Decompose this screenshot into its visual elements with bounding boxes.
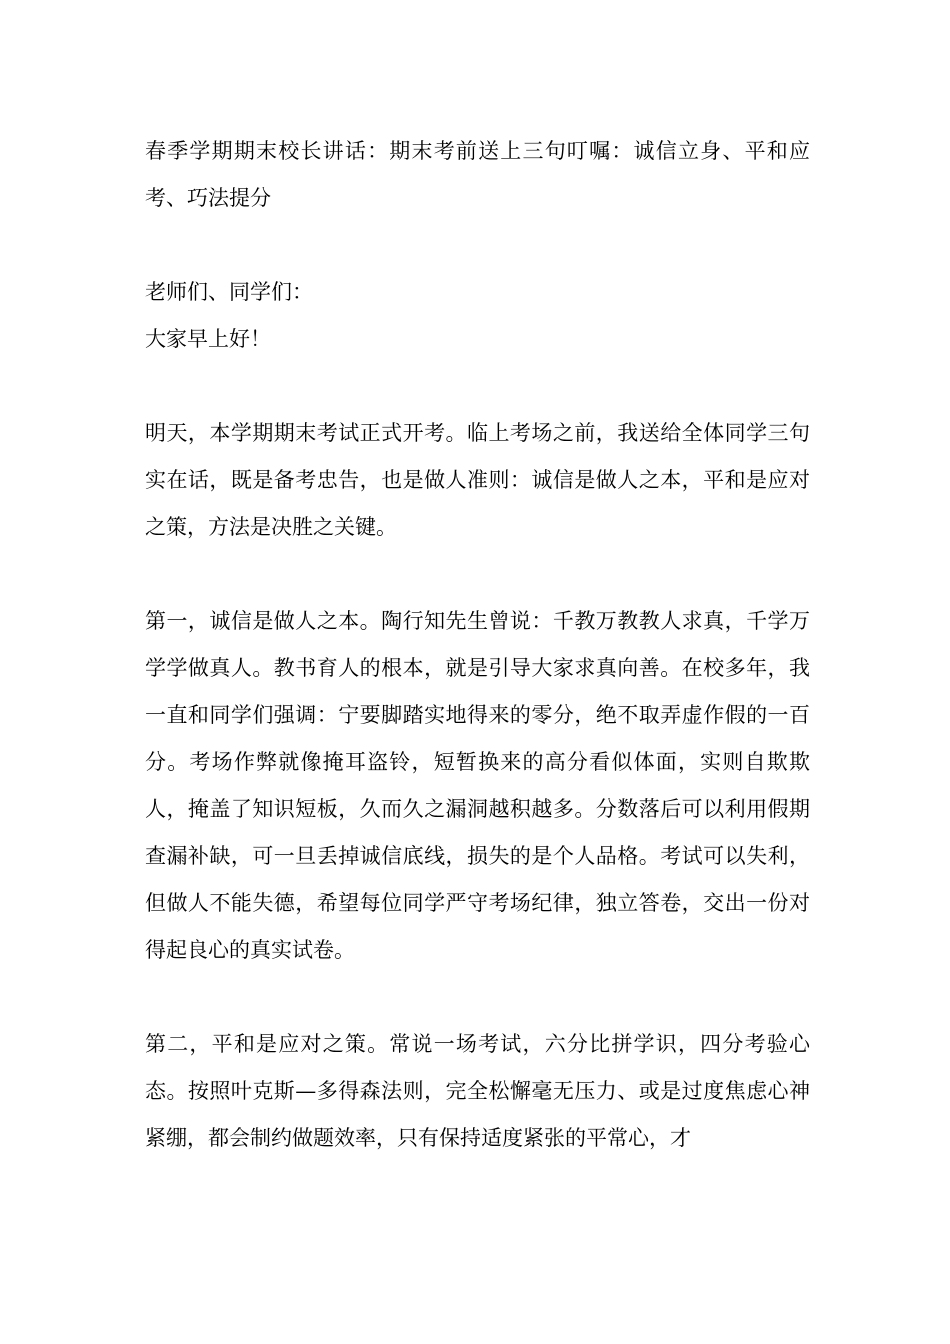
paragraph-intro: 明天，本学期期末考试正式开考。临上考场之前，我送给全体同学三句实在话，既是备考忠告，也是做人准则：诚信是做人之本，平和是应对之策，方法是决胜之关键。 <box>145 421 810 539</box>
paragraph-calm: 第二，平和是应对之策。常说一场考试，六分比拼学识，四分考验心态。按照叶克斯—多得森法则，完全松懈毫无压力、或是过度焦虑心神紧绷，都会制约做题效率，只有保持适度紧张的平常心，才 <box>145 1032 810 1150</box>
document-title: 春季学期期末校长讲话：期末考前送上三句叮嘱：诚信立身、平和应考、巧法提分 <box>145 139 810 210</box>
greeting: 大家早上好！ <box>145 327 271 351</box>
blank-line <box>145 974 810 1021</box>
document-body <box>145 128 810 1162</box>
blank-line <box>145 363 810 410</box>
paragraph-integrity: 第一，诚信是做人之本。陶行知先生曾说：千教万教教人求真，千学万学学做真人。教书育人的根本，就是引导大家求真向善。在校多年，我一直和同学们强调：宁要脚踏实地得来的零分，绝不取弄虚作假的一百分。考场作弊就像掩耳盗铃，短暂换来的高分看似体面，实则自欺欺人，掩盖了知识短板，久而久之漏洞越积越多。分数落后可以利用假期查漏补缺，可一旦丢掉诚信底线，损失的是个人品格。考试可以失利，但做人不能失德，希望每位同学严守考场纪律，独立答卷，交出一份对得起良心的真实试卷。 <box>145 609 810 962</box>
salutation: 老师们、同学们： <box>145 280 313 304</box>
blank-line <box>145 222 810 269</box>
blank-line <box>145 551 810 598</box>
